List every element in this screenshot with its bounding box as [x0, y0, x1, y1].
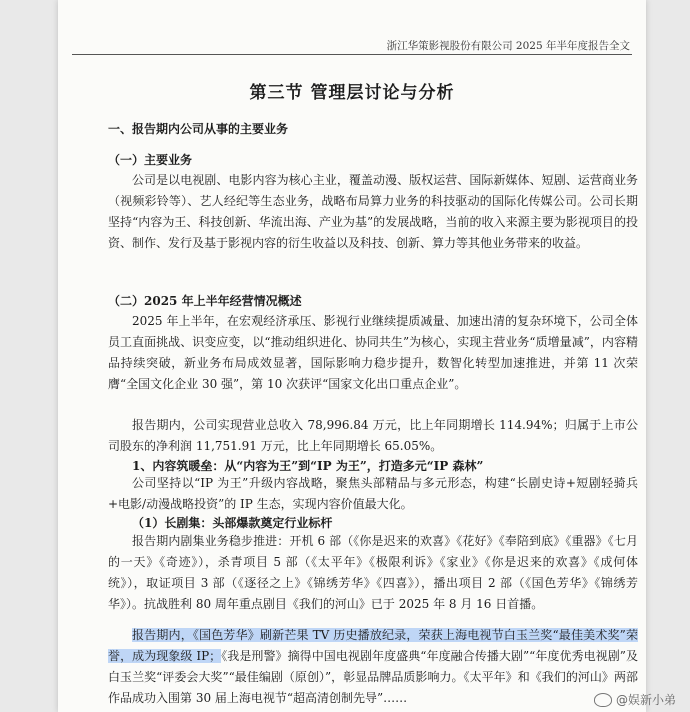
paragraph-long-drama: 报告期内剧集业务稳步推进：开机 6 部（《你是迟来的欢喜》《花好》《奉陪到底》《重器》《七月的一天》《奇迹》），杀青项目 5 部（《太平年》《极限利诉》《家业》《你是迟来的欢喜》《成何体统》），取证项目 3 部（《逐径之上》《锦绣芳华》《四喜》），播出项目 2 部（《国色芳华》《锦绣芳华》）。抗战胜利 80 周年重点剧目《我们的河山》已于 2025 年 8 月 16 日首播。 [108, 534, 638, 611]
paragraph-operation-overview: 2025 年上半年，在宏观经济承压、影视行业继续提质减量、加速出清的复杂环境下，公司全体员工直面挑战、识变应变，以“推动组织进化、协同共生”为核心，实现主营业务“质增量减”，内容精品持续突破，新业务布局成效显著，国际影响力稳步提升，数智化转型加速推进，并第 11 次荣膺“全国文化企业 30 强”，第 10 次获评“国家文化出口重点企业”。 [108, 314, 638, 391]
watermark-handle: @娱新小弟 [615, 693, 676, 707]
paragraph-financial-results: 报告期内，公司实现营业总收入 78,996.84 万元，比上年同期增长 114.94%；归属于上市公司股东的净利润 11,751.91 万元，比上年同期增长 65.05%。 [108, 418, 638, 453]
paragraph-content-strategy: 公司坚持以“IP 为王”升级内容战略，聚焦头部精品与多元形态，构建“长剧史诗+短剧轻骑兵+电影/动漫战略投资”的 IP 生态，实现内容价值最大化。 [108, 476, 638, 511]
highlighted-text: 报告期内，《国色芳华》刷新芒果 TV 历史播放纪录，荣获上海电视节白玉兰奖“最佳美术奖”荣誉，成为现象级 IP； [108, 628, 638, 663]
report-page [58, 0, 646, 712]
section-title: 第三节 管理层讨论与分析 [249, 83, 455, 103]
running-header: 浙江华策影视股份有限公司 2025 年半年度报告全文 [386, 40, 630, 52]
watermark [594, 691, 676, 708]
heading-main-business: 一、报告期内公司从事的主要业务 [108, 122, 289, 136]
awards-text: 《我是刑警》摘得中国电视剧年度盛典“年度融合传播大剧”“年度优秀电视剧”及白玉兰奖“评委会大奖”“最佳编剧（原创）”，彰显品牌品质影响力。《太平年》和《我们的河山》两部作品成功入围第 30 届上海电视节“超高清创制先导”…… [108, 649, 638, 705]
paragraph-primary-business: 公司是以电视剧、电影内容为核心主业，覆盖动漫、版权运营、国际新媒体、短剧、运营商业务（视频彩铃等）、艺人经纪等生态业务，战略布局算力业务的科技驱动的国际化传媒公司。公司长期坚持“内容为王、科技创新、华流出海、产业为基”的发展战略，当前的收入来源主要为影视项目的投资、制作、发行及基于影视内容的衍生收益以及科技、创新、算力等其他业务带来的收益。 [108, 173, 638, 250]
weibo-icon [594, 693, 612, 707]
heading-operation-overview: （二）2025 年上半年经营情况概述 [108, 294, 302, 308]
paragraph-awards [108, 625, 638, 709]
header-rule [72, 54, 632, 55]
heading-primary-business: （一）主要业务 [108, 153, 193, 167]
heading-long-drama: （1）长剧集：头部爆款奠定行业标杆 [132, 516, 333, 530]
heading-content-strategy: 1、内容筑暖垒：从“内容为王”到“IP 为王”，打造多元“IP 森林” [132, 459, 484, 473]
